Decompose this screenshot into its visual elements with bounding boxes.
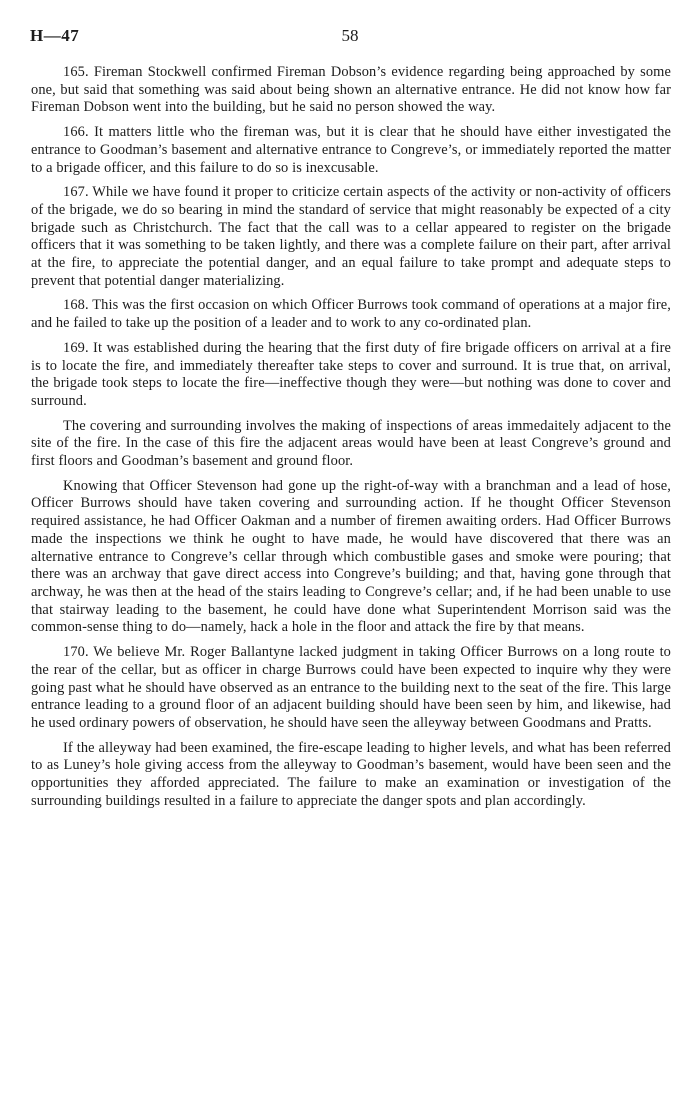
paragraph-170-alleyway: If the alleyway had been examined, the fire-escape leading to higher levels, and what has been referred to as Luney’s hole giving access from the alleyway to Goodman’s basement, would have been seen and the opportunities they afforded appreciated. The failure to make an examination or investigation of the surrounding buildings resulted in a failure to appreciate the danger spots and plan accordingly. (31, 739, 671, 809)
paragraph-168: 168. This was the first occasion on which Officer Burrows took command of operations at a major fire, and he failed to take up the position of a leader and to work to any co-ordinated plan. (31, 297, 671, 332)
paragraph-169-covering: The covering and surrounding involves the making of inspections of areas immedaitely adjacent to the site of the fire. In the case of this fire the adjacent areas would have been at least Congreve’s ground and first floors and Goodman’s basement and ground floor. (31, 417, 671, 470)
paragraph-166: 166. It matters little who the fireman was, but it is clear that he should have either investigated the entrance to Goodman’s basement and alternative entrance to Congreve’s, or immediately reported the matter to a brigade officer, and this failure to do so is inexcusable. (31, 124, 671, 176)
paragraph-169: 169. It was established during the hearing that the first duty of fire brigade officers on arrival at a fire is to locate the fire, and immediately thereafter take steps to cover and surround. It is true that, on arrival, the brigade took steps to locate the fire—ineffective though they were—but nothing was done to cover and surround. (31, 339, 671, 409)
paragraph-165: 165. Fireman Stockwell confirmed Fireman Dobson’s evidence regarding being approached by some one, but said that something was said about being shown an alternative entrance. He did not know how far Fireman Dobson went into the building, but he said no person showed the way. (31, 64, 671, 116)
running-header (30, 26, 670, 48)
document-reference: H—47 (30, 26, 80, 45)
paragraph-170: 170. We believe Mr. Roger Ballantyne lacked judgment in taking Officer Burrows on a long route to the rear of the cellar, but as officer in charge Burrows could have been expected to inquire why they were going past what he should have observed as an entrance to the building next to the seat of the fire. This large entrance leading to a ground floor of an adjacent building should have been seen by him, and likewise, had he used ordinary powers of observation, he should have seen the alleyway between Goodmans and Pratts. (31, 644, 671, 731)
paragraph-169-stevenson: Knowing that Officer Stevenson had gone up the right-of-way with a branchman and a lead of hose, Officer Burrows should have taken covering and surrounding action. If he thought Officer Stevenson required assistance, he had Officer Oakman and a number of firemen awaiting orders. Had Officer Burrows made the inspections we think he ought to have made, he would have discovered that there was an alternative entrance to Congreve’s cellar through which combustible gases and smoke were pouring; that there was an archway that gave direct access into Congreve’s building; and that, having gone through that archway, he was then at the head of the stairs leading to Congreve’s cellar; and, if he had been unable to use that stairway leading to the basement, he could have done what Superintendent Morrison said was the common-sense thing to do—namely, hack a hole in the floor and attack the fire by that means. (31, 477, 671, 636)
paragraph-167: 167. While we have found it proper to criticize certain aspects of the activity or non-activity of officers of the brigade, we do so bearing in mind the standard of service that might reasonably be expected of a city brigade such as Christchurch. The fact that the call was to a cellar appeared to register on the brigade officers that it was something to be taken lightly, and there was a complete failure on their part, after arrival at the fire, to appreciate the potential danger, and an equal failure to take prompt and adequate steps to prevent that potential danger materializing. (31, 184, 671, 289)
page-number: 58 (341, 26, 359, 45)
body-text (31, 64, 671, 817)
